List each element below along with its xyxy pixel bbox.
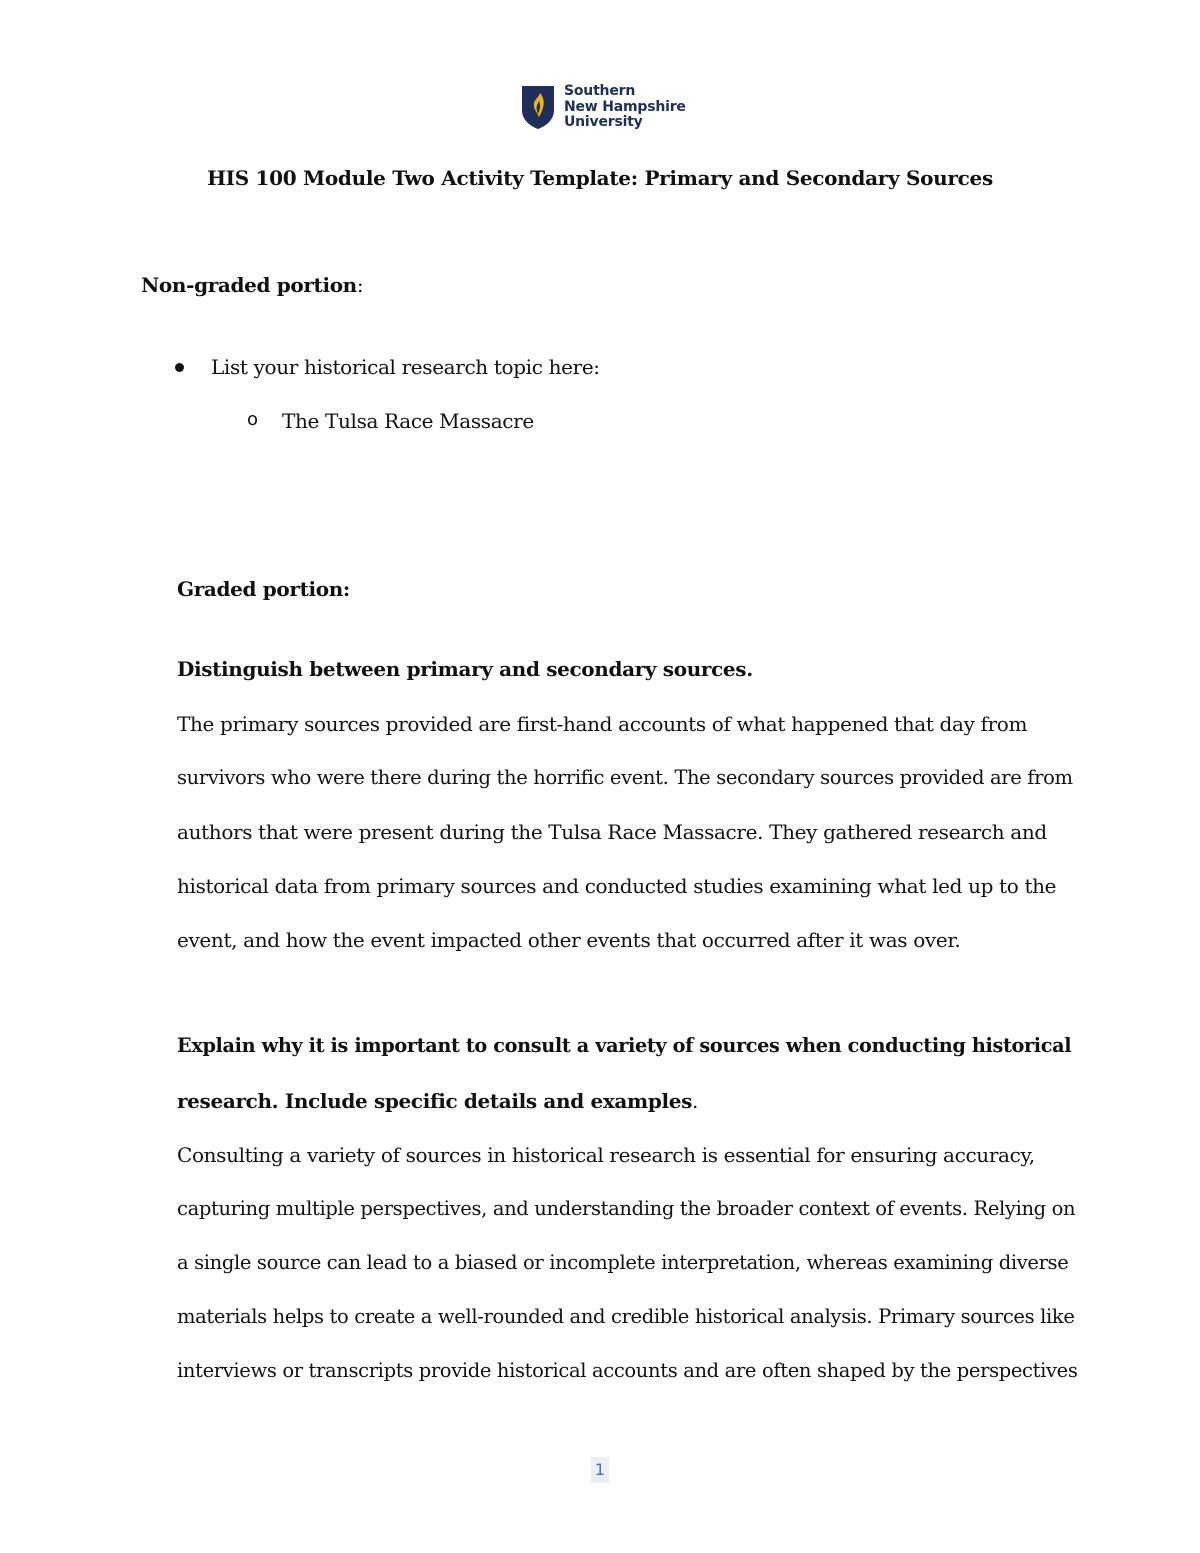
logo-wordmark: [564, 84, 686, 131]
answer-1-line: authors that were present during the Tulsa Race Massacre. They gathered research and: [177, 820, 1047, 844]
graded-heading: Graded portion:: [177, 577, 350, 601]
question-2-line-text: research. Include specific details and examples: [177, 1089, 693, 1113]
page-number: 1: [591, 1457, 609, 1483]
answer-1-line: event, and how the event impacted other events that occurred after it was over.: [177, 928, 961, 952]
document-title: HIS 100 Module Two Activity Template: Primary and Secondary Sources: [207, 166, 993, 190]
bullet-icon: [175, 363, 184, 372]
logo-line-1: Southern: [564, 83, 636, 99]
answer-2-line: Consulting a variety of sources in historical research is essential for ensuring accuracy,: [177, 1143, 1035, 1167]
sub-bullet-icon: o: [247, 409, 259, 430]
answer-2-line: interviews or transcripts provide historical accounts and are often shaped by the perspectives: [177, 1359, 1078, 1382]
question-1: Distinguish between primary and secondary sources.: [177, 657, 753, 681]
bullet-item: List your historical research topic here:: [211, 355, 600, 379]
question-2-line: [177, 1089, 698, 1113]
answer-1-line: survivors who were there during the horrific event. The secondary sources provided are from: [177, 766, 1073, 789]
logo-line-2: New Hampshire: [564, 98, 686, 115]
non-graded-heading: [141, 273, 363, 297]
non-graded-heading-colon: :: [356, 273, 364, 297]
answer-2-line: a single source can lead to a biased or incomplete interpretation, whereas examining diverse: [177, 1251, 1069, 1274]
answer-1-line: The primary sources provided are first-hand accounts of what happened that day from: [177, 712, 1028, 736]
shield-flame-icon: [520, 84, 556, 130]
non-graded-heading-text: Non-graded portion: [141, 273, 357, 297]
logo-line-3: University: [564, 114, 643, 130]
answer-2-line: materials helps to create a well-rounded and credible historical analysis. Primary sources like: [177, 1305, 1075, 1328]
question-2-period: .: [692, 1089, 699, 1113]
university-logo: [520, 84, 686, 131]
question-2-line: Explain why it is important to consult a variety of sources when conducting historical: [177, 1034, 1072, 1057]
research-topic: The Tulsa Race Massacre: [282, 409, 534, 433]
answer-1-line: historical data from primary sources and conducted studies examining what led up to the: [177, 874, 1057, 898]
answer-2-line: capturing multiple perspectives, and understanding the broader context of events. Relying on: [177, 1197, 1076, 1220]
